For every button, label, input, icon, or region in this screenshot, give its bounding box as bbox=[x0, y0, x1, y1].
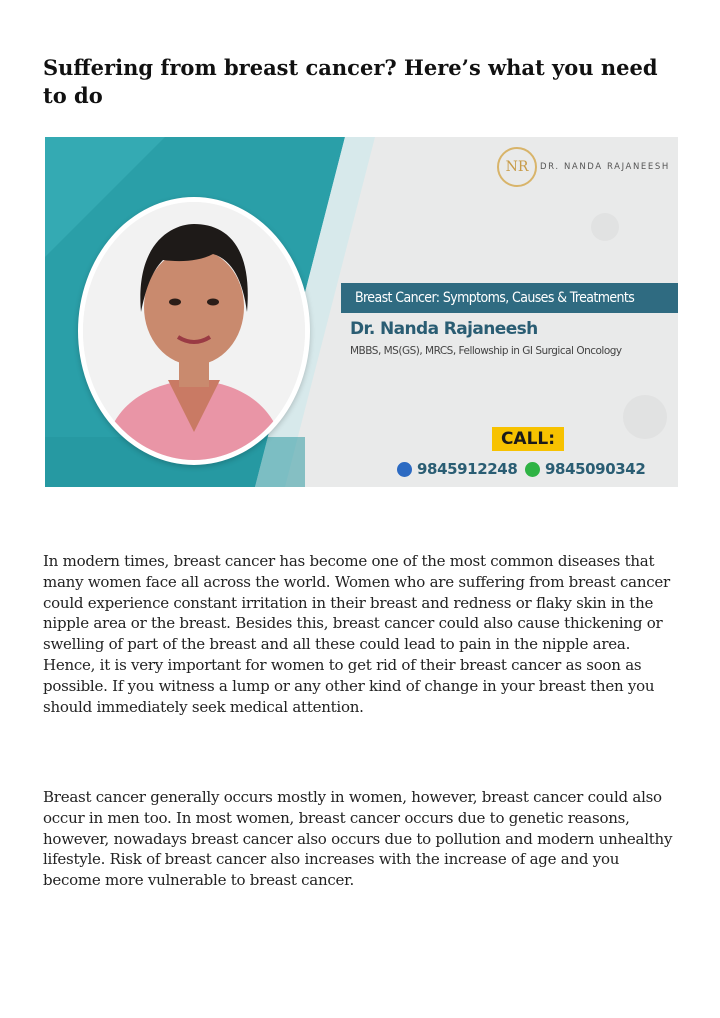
article-banner-image bbox=[45, 137, 678, 487]
logo-icon bbox=[497, 147, 537, 187]
phone-number-1 bbox=[397, 460, 517, 478]
doctor-qualifications: MBBS, MS(GS), MRCS, Fellowship in GI Surgical Oncology bbox=[350, 345, 622, 357]
phone-icon bbox=[397, 462, 412, 477]
phone-number-2-text: 9845090342 bbox=[545, 460, 646, 478]
whatsapp-icon bbox=[525, 462, 540, 477]
call-label: CALL: bbox=[492, 427, 564, 451]
phone-number-2 bbox=[525, 460, 645, 478]
article-paragraph-1: In modern times, breast cancer has become one of the most common diseases that many women face all across the world. Women who are suffering from breast cancer could experience constant irritation in their breast and redness or flaky skin in the nipple area or the breast. Besides this, breast cancer could also cause thickening or swelling of part of the breast and all these could lead to pain in the nipple area. Hence, it is very important for women to get rid of their breast cancer as soon as possible. If you witness a lump or any other kind of change in your breast then you should immediately seek medical attention. bbox=[43, 552, 670, 716]
doctor-photo bbox=[78, 197, 310, 465]
doctor-name: Dr. Nanda Rajaneesh bbox=[350, 319, 538, 339]
doctor-portrait-icon bbox=[83, 202, 305, 460]
article-title: Suffering from breast cancer? Here’s what you need to do bbox=[43, 55, 658, 108]
phone-number-1-text: 9845912248 bbox=[417, 460, 518, 478]
banner-headline: Breast Cancer: Symptoms, Causes & Treatments bbox=[341, 283, 678, 313]
article-paragraph-2: Breast cancer generally occurs mostly in women, however, breast cancer could also occur in men too. In most women, breast cancer occurs due to genetic reasons, however, nowadays breast cancer also occurs due to pollution and modern unhealthy lifestyle. Risk of breast cancer also increases with the increase of age and you become more vulnerable to breast cancer. bbox=[43, 788, 673, 890]
logo-name: DR. NANDA RAJANEESH bbox=[540, 162, 670, 172]
logo-mark: NR bbox=[505, 159, 529, 175]
